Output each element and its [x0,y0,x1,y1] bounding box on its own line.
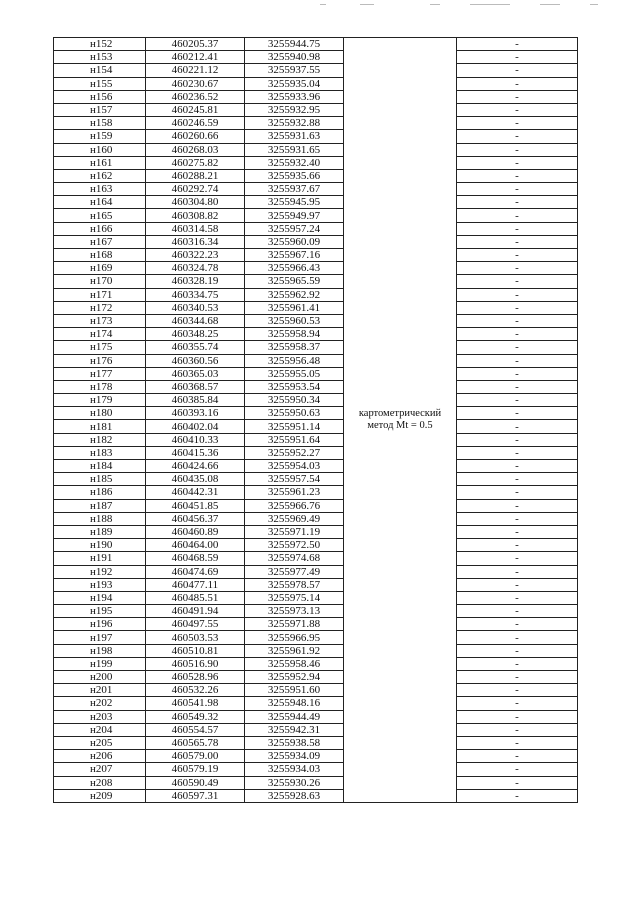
y-coordinate-cell: 3255973.13 [245,605,344,618]
point-id-cell: н197 [54,631,146,644]
table-row [54,684,578,697]
point-id-cell: н162 [54,169,146,182]
table-row [54,644,578,657]
coordinates-table [53,37,578,803]
dash-cell: - [457,671,578,684]
point-id-cell: н193 [54,578,146,591]
dash-cell: - [457,657,578,670]
dash-cell: - [457,512,578,525]
dash-cell: - [457,51,578,64]
x-coordinate-cell: 460549.32 [146,710,245,723]
y-coordinate-cell: 3255950.34 [245,394,344,407]
table-row [54,750,578,763]
table-row [54,776,578,789]
dash-cell: - [457,143,578,156]
table-row [54,301,578,314]
y-coordinate-cell: 3255928.63 [245,789,344,802]
point-id-cell: н165 [54,209,146,222]
dash-cell: - [457,420,578,433]
y-coordinate-cell: 3255951.60 [245,684,344,697]
x-coordinate-cell: 460477.11 [146,578,245,591]
y-coordinate-cell: 3255930.26 [245,776,344,789]
x-coordinate-cell: 460579.00 [146,750,245,763]
table-row [54,143,578,156]
table-row [54,460,578,473]
dash-cell: - [457,103,578,116]
table-row [54,183,578,196]
dash-cell: - [457,486,578,499]
x-coordinate-cell: 460402.04 [146,420,245,433]
table-row [54,578,578,591]
y-coordinate-cell: 3255938.58 [245,736,344,749]
dash-cell: - [457,354,578,367]
table-row [54,209,578,222]
point-id-cell: н166 [54,222,146,235]
y-coordinate-cell: 3255952.94 [245,671,344,684]
dash-cell: - [457,301,578,314]
point-id-cell: н198 [54,644,146,657]
table-row [54,710,578,723]
y-coordinate-cell: 3255940.98 [245,51,344,64]
point-id-cell: н161 [54,156,146,169]
dash-cell: - [457,631,578,644]
x-coordinate-cell: 460565.78 [146,736,245,749]
table-row [54,446,578,459]
table-row [54,565,578,578]
y-coordinate-cell: 3255944.75 [245,38,344,51]
x-coordinate-cell: 460442.31 [146,486,245,499]
table-row [54,591,578,604]
x-coordinate-cell: 460348.25 [146,328,245,341]
table-row [54,103,578,116]
y-coordinate-cell: 3255966.95 [245,631,344,644]
dash-cell: - [457,578,578,591]
x-coordinate-cell: 460456.37 [146,512,245,525]
x-coordinate-cell: 460314.58 [146,222,245,235]
x-coordinate-cell: 460328.19 [146,275,245,288]
point-id-cell: н204 [54,723,146,736]
dash-cell: - [457,249,578,262]
table-row [54,631,578,644]
y-coordinate-cell: 3255966.76 [245,499,344,512]
table-row [54,90,578,103]
x-coordinate-cell: 460246.59 [146,117,245,130]
x-coordinate-cell: 460360.56 [146,354,245,367]
table-row [54,130,578,143]
dash-cell: - [457,222,578,235]
point-id-cell: н175 [54,341,146,354]
x-coordinate-cell: 460205.37 [146,38,245,51]
point-id-cell: н174 [54,328,146,341]
table-row [54,341,578,354]
y-coordinate-cell: 3255960.09 [245,235,344,248]
point-id-cell: н176 [54,354,146,367]
dash-cell: - [457,156,578,169]
point-id-cell: н158 [54,117,146,130]
y-coordinate-cell: 3255953.54 [245,380,344,393]
table-row [54,789,578,802]
y-coordinate-cell: 3255957.24 [245,222,344,235]
dash-cell: - [457,591,578,604]
dash-cell: - [457,394,578,407]
point-id-cell: н153 [54,51,146,64]
x-coordinate-cell: 460288.21 [146,169,245,182]
x-coordinate-cell: 460415.36 [146,446,245,459]
x-coordinate-cell: 460393.16 [146,407,245,420]
x-coordinate-cell: 460365.03 [146,367,245,380]
x-coordinate-cell: 460497.55 [146,618,245,631]
y-coordinate-cell: 3255931.63 [245,130,344,143]
table-row [54,169,578,182]
table-row [54,618,578,631]
x-coordinate-cell: 460304.80 [146,196,245,209]
y-coordinate-cell: 3255945.95 [245,196,344,209]
table-row [54,328,578,341]
table-row [54,763,578,776]
y-coordinate-cell: 3255960.53 [245,314,344,327]
y-coordinate-cell: 3255955.05 [245,367,344,380]
dash-cell: - [457,539,578,552]
table-row [54,77,578,90]
dash-cell: - [457,710,578,723]
y-coordinate-cell: 3255951.14 [245,420,344,433]
y-coordinate-cell: 3255934.09 [245,750,344,763]
table-row [54,433,578,446]
x-coordinate-cell: 460410.33 [146,433,245,446]
dash-cell: - [457,209,578,222]
table-row [54,156,578,169]
table-row [54,380,578,393]
table-row [54,420,578,433]
x-coordinate-cell: 460474.69 [146,565,245,578]
point-id-cell: н172 [54,301,146,314]
point-id-cell: н167 [54,235,146,248]
x-coordinate-cell: 460510.81 [146,644,245,657]
y-coordinate-cell: 3255978.57 [245,578,344,591]
point-id-cell: н168 [54,249,146,262]
dash-cell: - [457,763,578,776]
y-coordinate-cell: 3255948.16 [245,697,344,710]
point-id-cell: н178 [54,380,146,393]
table-row [54,473,578,486]
dash-cell: - [457,407,578,420]
dash-cell: - [457,776,578,789]
point-id-cell: н155 [54,77,146,90]
point-id-cell: н183 [54,446,146,459]
point-id-cell: н194 [54,591,146,604]
point-id-cell: н159 [54,130,146,143]
dash-cell: - [457,341,578,354]
y-coordinate-cell: 3255937.67 [245,183,344,196]
x-coordinate-cell: 460541.98 [146,697,245,710]
point-id-cell: н202 [54,697,146,710]
y-coordinate-cell: 3255933.96 [245,90,344,103]
point-id-cell: н209 [54,789,146,802]
table-row [54,539,578,552]
point-id-cell: н200 [54,671,146,684]
x-coordinate-cell: 460554.57 [146,723,245,736]
x-coordinate-cell: 460460.89 [146,525,245,538]
point-id-cell: н208 [54,776,146,789]
x-coordinate-cell: 460355.74 [146,341,245,354]
table-row [54,512,578,525]
y-coordinate-cell: 3255966.43 [245,262,344,275]
table-row [54,499,578,512]
method-label-line1: картометрический [358,407,442,419]
table-row [54,407,578,420]
point-id-cell: н185 [54,473,146,486]
dash-cell: - [457,499,578,512]
dash-cell: - [457,789,578,802]
y-coordinate-cell: 3255972.50 [245,539,344,552]
table-row [54,354,578,367]
point-id-cell: н190 [54,539,146,552]
y-coordinate-cell: 3255977.49 [245,565,344,578]
y-coordinate-cell: 3255950.63 [245,407,344,420]
y-coordinate-cell: 3255971.19 [245,525,344,538]
point-id-cell: н205 [54,736,146,749]
x-coordinate-cell: 460275.82 [146,156,245,169]
point-id-cell: н182 [54,433,146,446]
table-row [54,552,578,565]
dash-cell: - [457,736,578,749]
x-coordinate-cell: 460308.82 [146,209,245,222]
table-row [54,288,578,301]
table-row [54,196,578,209]
y-coordinate-cell: 3255937.55 [245,64,344,77]
point-id-cell: н170 [54,275,146,288]
y-coordinate-cell: 3255967.16 [245,249,344,262]
y-coordinate-cell: 3255961.92 [245,644,344,657]
x-coordinate-cell: 460322.23 [146,249,245,262]
table-row [54,314,578,327]
point-id-cell: н184 [54,460,146,473]
table-row [54,394,578,407]
dash-cell: - [457,605,578,618]
table-row [54,51,578,64]
x-coordinate-cell: 460597.31 [146,789,245,802]
y-coordinate-cell: 3255935.66 [245,169,344,182]
y-coordinate-cell: 3255952.27 [245,446,344,459]
dash-cell: - [457,367,578,380]
point-id-cell: н192 [54,565,146,578]
x-coordinate-cell: 460236.52 [146,90,245,103]
x-coordinate-cell: 460245.81 [146,103,245,116]
table-row [54,235,578,248]
dash-cell: - [457,460,578,473]
dash-cell: - [457,183,578,196]
y-coordinate-cell: 3255935.04 [245,77,344,90]
y-coordinate-cell: 3255931.65 [245,143,344,156]
y-coordinate-cell: 3255961.41 [245,301,344,314]
coordinates-table-body [54,38,578,803]
x-coordinate-cell: 460590.49 [146,776,245,789]
table-row [54,671,578,684]
point-id-cell: н188 [54,512,146,525]
point-id-cell: н207 [54,763,146,776]
point-id-cell: н189 [54,525,146,538]
point-id-cell: н154 [54,64,146,77]
point-id-cell: н180 [54,407,146,420]
x-coordinate-cell: 460532.26 [146,684,245,697]
dash-cell: - [457,288,578,301]
y-coordinate-cell: 3255958.37 [245,341,344,354]
x-coordinate-cell: 460368.57 [146,380,245,393]
x-coordinate-cell: 460424.66 [146,460,245,473]
table-row [54,117,578,130]
dash-cell: - [457,169,578,182]
y-coordinate-cell: 3255969.49 [245,512,344,525]
point-id-cell: н186 [54,486,146,499]
table-row [54,249,578,262]
x-coordinate-cell: 460451.85 [146,499,245,512]
x-coordinate-cell: 460230.67 [146,77,245,90]
dash-cell: - [457,130,578,143]
x-coordinate-cell: 460268.03 [146,143,245,156]
point-id-cell: н177 [54,367,146,380]
y-coordinate-cell: 3255971.88 [245,618,344,631]
table-row [54,38,578,51]
dash-cell: - [457,314,578,327]
y-coordinate-cell: 3255975.14 [245,591,344,604]
x-coordinate-cell: 460344.68 [146,314,245,327]
x-coordinate-cell: 460324.78 [146,262,245,275]
table-row [54,275,578,288]
point-id-cell: н199 [54,657,146,670]
y-coordinate-cell: 3255958.46 [245,657,344,670]
dash-cell: - [457,684,578,697]
scan-artifacts [300,2,620,8]
x-coordinate-cell: 460334.75 [146,288,245,301]
x-coordinate-cell: 460212.41 [146,51,245,64]
dash-cell: - [457,328,578,341]
dash-cell: - [457,750,578,763]
dash-cell: - [457,117,578,130]
point-id-cell: н160 [54,143,146,156]
point-id-cell: н187 [54,499,146,512]
y-coordinate-cell: 3255942.31 [245,723,344,736]
table-row [54,64,578,77]
table-row [54,525,578,538]
x-coordinate-cell: 460464.00 [146,539,245,552]
dash-cell: - [457,235,578,248]
dash-cell: - [457,262,578,275]
dash-cell: - [457,644,578,657]
y-coordinate-cell: 3255932.95 [245,103,344,116]
y-coordinate-cell: 3255961.23 [245,486,344,499]
method-label-line2: метод Mt = 0.5 [367,419,433,431]
point-id-cell: н206 [54,750,146,763]
table-row [54,262,578,275]
x-coordinate-cell: 460316.34 [146,235,245,248]
x-coordinate-cell: 460292.74 [146,183,245,196]
point-id-cell: н191 [54,552,146,565]
x-coordinate-cell: 460491.94 [146,605,245,618]
dash-cell: - [457,723,578,736]
dash-cell: - [457,380,578,393]
dash-cell: - [457,697,578,710]
y-coordinate-cell: 3255934.03 [245,763,344,776]
point-id-cell: н195 [54,605,146,618]
y-coordinate-cell: 3255957.54 [245,473,344,486]
point-id-cell: н163 [54,183,146,196]
dash-cell: - [457,565,578,578]
x-coordinate-cell: 460579.19 [146,763,245,776]
y-coordinate-cell: 3255958.94 [245,328,344,341]
y-coordinate-cell: 3255965.59 [245,275,344,288]
table-row [54,736,578,749]
x-coordinate-cell: 460221.12 [146,64,245,77]
method-cell [344,38,457,803]
point-id-cell: н152 [54,38,146,51]
point-id-cell: н179 [54,394,146,407]
table-row [54,697,578,710]
point-id-cell: н173 [54,314,146,327]
x-coordinate-cell: 460503.53 [146,631,245,644]
dash-cell: - [457,77,578,90]
x-coordinate-cell: 460435.08 [146,473,245,486]
dash-cell: - [457,38,578,51]
y-coordinate-cell: 3255962.92 [245,288,344,301]
x-coordinate-cell: 460516.90 [146,657,245,670]
y-coordinate-cell: 3255944.49 [245,710,344,723]
y-coordinate-cell: 3255956.48 [245,354,344,367]
table-row [54,723,578,736]
dash-cell: - [457,552,578,565]
y-coordinate-cell: 3255949.97 [245,209,344,222]
point-id-cell: н201 [54,684,146,697]
table-row [54,605,578,618]
table-row [54,222,578,235]
x-coordinate-cell: 460385.84 [146,394,245,407]
y-coordinate-cell: 3255951.64 [245,433,344,446]
y-coordinate-cell: 3255932.88 [245,117,344,130]
point-id-cell: н196 [54,618,146,631]
dash-cell: - [457,90,578,103]
dash-cell: - [457,275,578,288]
y-coordinate-cell: 3255954.03 [245,460,344,473]
table-row [54,657,578,670]
y-coordinate-cell: 3255974.68 [245,552,344,565]
point-id-cell: н181 [54,420,146,433]
point-id-cell: н169 [54,262,146,275]
x-coordinate-cell: 460528.96 [146,671,245,684]
x-coordinate-cell: 460260.66 [146,130,245,143]
point-id-cell: н203 [54,710,146,723]
point-id-cell: н157 [54,103,146,116]
table-row [54,367,578,380]
x-coordinate-cell: 460485.51 [146,591,245,604]
point-id-cell: н164 [54,196,146,209]
dash-cell: - [457,196,578,209]
dash-cell: - [457,525,578,538]
dash-cell: - [457,433,578,446]
y-coordinate-cell: 3255932.40 [245,156,344,169]
table-row [54,486,578,499]
dash-cell: - [457,446,578,459]
dash-cell: - [457,473,578,486]
dash-cell: - [457,64,578,77]
point-id-cell: н156 [54,90,146,103]
point-id-cell: н171 [54,288,146,301]
x-coordinate-cell: 460340.53 [146,301,245,314]
dash-cell: - [457,618,578,631]
x-coordinate-cell: 460468.59 [146,552,245,565]
